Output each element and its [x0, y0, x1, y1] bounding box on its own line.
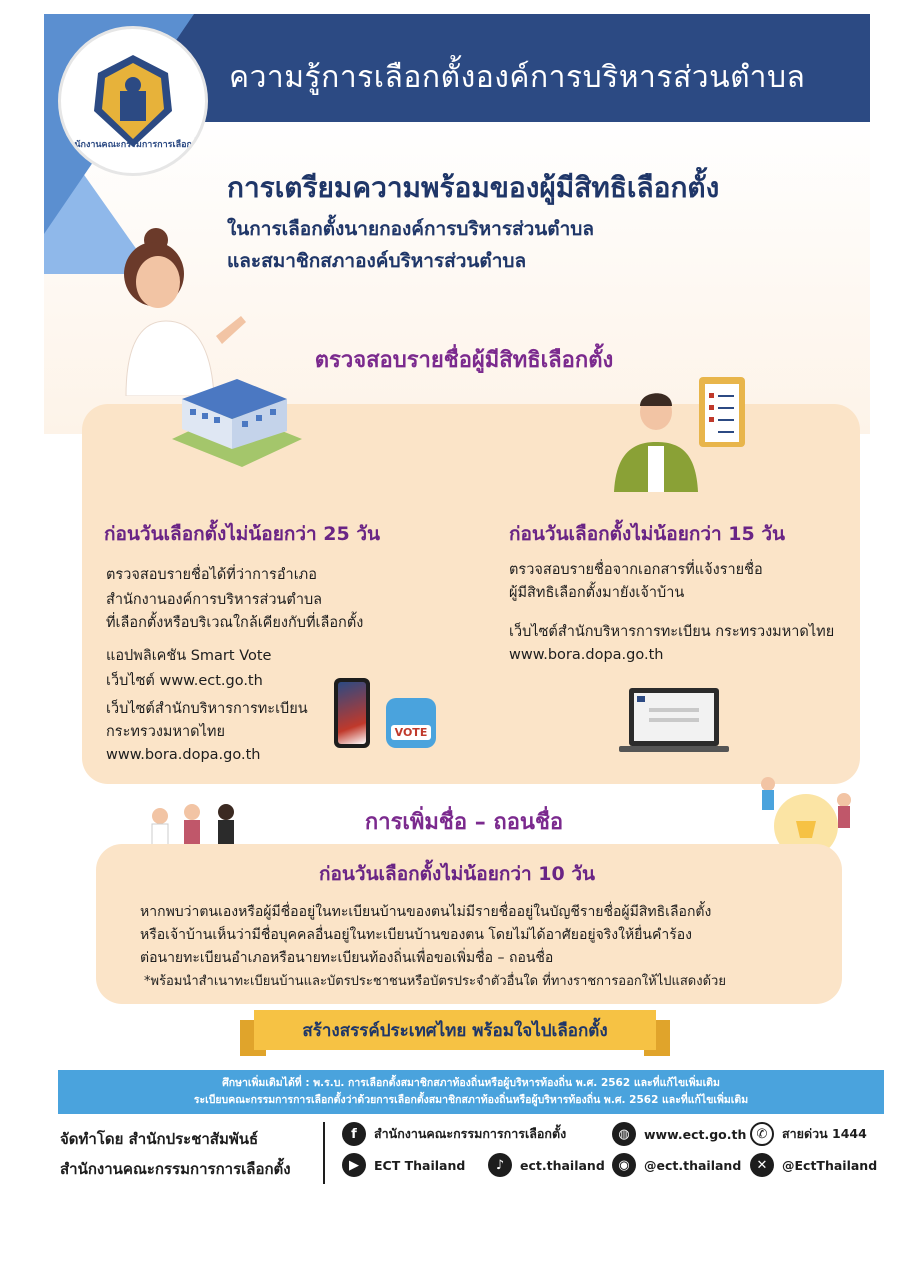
hotline-link[interactable] — [750, 1122, 867, 1146]
man-checklist-illustration — [604, 372, 754, 492]
right-text-3: เว็บไซต์สำนักบริหารการทะเบียน กระทรวงมหาดไทย — [509, 624, 835, 640]
emblem-icon — [88, 51, 178, 151]
phone-icon: ✆ — [750, 1122, 774, 1146]
slogan-text: สร้างสรรค์ประเทศไทย พร้อมใจไปเลือกตั้ง — [254, 1010, 656, 1050]
right-text-4: www.bora.dopa.go.th — [509, 647, 664, 663]
left-text-7: กระทรวงมหาดไทย — [106, 724, 225, 740]
ect-logo — [58, 26, 208, 176]
source-bar — [58, 1070, 884, 1114]
add-text-1: หากพบว่าตนเองหรือผู้มีชื่ออยู่ในทะเบียนบ้านของตนไม่มีรายชื่ออยู่ในบัญชีรายชื่อผู้มีสิทธิเลือกตั้ง — [140, 904, 712, 920]
x-icon: ✕ — [750, 1153, 774, 1177]
building-illustration — [162, 369, 312, 469]
subtitle-line-2: และสมาชิกสภาองค์บริหารส่วนตำบล — [227, 250, 527, 272]
left-text-3: ที่เลือกตั้งหรือบริเวณใกล้เคียงกับที่เลือกตั้ง — [106, 615, 364, 631]
line-label: @ect.thailand — [644, 1157, 742, 1173]
left-column-heading: ก่อนวันเลือกตั้งไม่น้อยกว่า 25 วัน — [104, 523, 381, 545]
source-line-1: ศึกษาเพิ่มเติมได้ที่ : พ.ร.บ. การเลือกตั้งสมาชิกสภาท้องถิ่นหรือผู้บริหารท้องถิ่น พ.ศ. 2562 และที่แก้ไขเพิ่มเติม — [222, 1077, 720, 1089]
logo-text: สำนักงานคณะกรรมการการเลือกตั้ง — [63, 140, 203, 150]
left-text-6: เว็บไซต์สำนักบริหารการทะเบียน — [106, 701, 308, 717]
left-text-1: ตรวจสอบรายชื่อได้ที่ว่าการอำเภอ — [106, 567, 317, 583]
left-text-8: www.bora.dopa.go.th — [106, 747, 261, 763]
producer-line-1: จัดทำโดย สำนักประชาสัมพันธ์ — [60, 1130, 259, 1148]
page-title: การเตรียมความพร้อมของผู้มีสิทธิเลือกตั้ง — [227, 171, 720, 204]
source-line-2: ระเบียบคณะกรรมการการเลือกตั้งว่าด้วยการเลือกตั้งสมาชิกสภาท้องถิ่นหรือผู้บริหารท้องถิ่น พ.ศ. 2562 และที่แก้ไขเพิ่มเติม — [193, 1094, 749, 1106]
right-text-2: ผู้มีสิทธิเลือกตั้งมายังเจ้าบ้าน — [509, 585, 685, 601]
producer-block — [60, 1124, 291, 1184]
line-link[interactable] — [612, 1153, 741, 1177]
youtube-icon: ▶ — [342, 1153, 366, 1177]
add-section-title: การเพิ่มชื่อ – ถอนชื่อ — [364, 810, 564, 835]
right-column-heading: ก่อนวันเลือกตั้งไม่น้อยกว่า 15 วัน — [509, 523, 786, 545]
left-text-4: แอปพลิเคชัน Smart Vote — [106, 648, 272, 664]
youtube-link[interactable] — [342, 1153, 465, 1177]
tiktok-link[interactable] — [488, 1153, 605, 1177]
facebook-link[interactable] — [342, 1122, 566, 1146]
add-text-2: หรือเจ้าบ้านเห็นว่ามีชื่อบุคคลอื่นอยู่ในทะเบียนบ้านของตน โดยไม่ได้อาศัยอยู่จริงให้ยื่นคำร้อง — [140, 927, 692, 943]
tiktok-icon: ♪ — [488, 1153, 512, 1177]
add-note: *พร้อมนำสำเนาทะเบียนบ้านและบัตรประชาชนหรือบัตรประจำตัวอื่นใด ที่ทางราชการออกให้ไปแสดงด้วย — [144, 974, 726, 989]
header-title: ความรู้การเลือกตั้งองค์การบริหารส่วนตำบล — [229, 60, 806, 95]
website-link[interactable] — [612, 1122, 746, 1146]
youtube-label: ECT Thailand — [374, 1157, 466, 1173]
smart-vote-app-icon — [386, 698, 436, 748]
line-icon: ◉ — [612, 1153, 636, 1177]
phone-illustration — [334, 678, 370, 748]
poster — [44, 14, 870, 1121]
add-section-heading: ก่อนวันเลือกตั้งไม่น้อยกว่า 10 วัน — [319, 863, 596, 885]
tiktok-label: ect.thailand — [520, 1157, 605, 1173]
facebook-label: สำนักงานคณะกรรมการการเลือกตั้ง — [374, 1126, 567, 1141]
footer-divider — [323, 1122, 325, 1184]
subtitle-line-1: ในการเลือกตั้งนายกองค์การบริหารส่วนตำบล — [227, 218, 595, 240]
left-text-2: สำนักงานองค์การบริหารส่วนตำบล — [106, 592, 323, 608]
website-label: www.ect.go.th — [644, 1126, 747, 1142]
x-link[interactable] — [750, 1153, 877, 1177]
vote-badge: VOTE — [391, 725, 432, 740]
right-text-1: ตรวจสอบรายชื่อจากเอกสารที่แจ้งรายชื่อ — [509, 562, 763, 578]
check-section-title: ตรวจสอบรายชื่อผู้มีสิทธิเลือกตั้ง — [314, 348, 614, 373]
globe-icon: ◍ — [612, 1122, 636, 1146]
add-text-3: ต่อนายทะเบียนอำเภอหรือนายทะเบียนท้องถิ่นเพื่อขอเพิ่มชื่อ – ถอนชื่อ — [140, 950, 554, 966]
laptop-illustration — [619, 686, 729, 756]
left-text-5: เว็บไซต์ www.ect.go.th — [106, 673, 263, 689]
hotline-label: สายด่วน 1444 — [782, 1126, 867, 1141]
facebook-icon: f — [342, 1122, 366, 1146]
x-label: @EctThailand — [782, 1157, 878, 1173]
producer-line-2: สำนักงานคณะกรรมการการเลือกตั้ง — [60, 1160, 291, 1178]
slogan-ribbon — [240, 1010, 670, 1054]
